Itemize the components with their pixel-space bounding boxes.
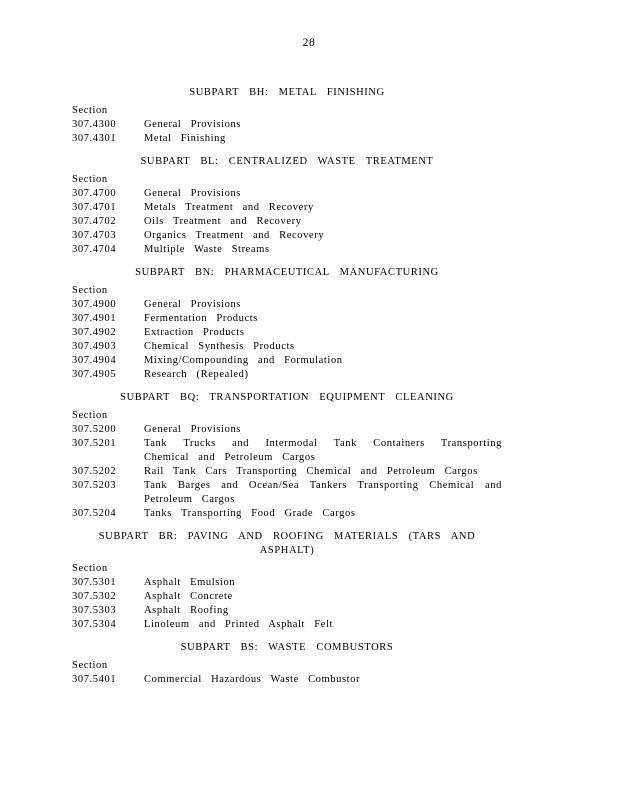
section-title: Fermentation Products [144, 313, 258, 324]
section-row [72, 673, 502, 687]
section-number: 307.5203 [72, 480, 117, 491]
section-row [72, 590, 502, 604]
section-number: 307.5202 [72, 466, 117, 477]
subpart-heading: SUBPART BH: METAL FINISHING [189, 87, 385, 98]
section-number: 307.4900 [72, 299, 117, 310]
section-column-label: Section [72, 660, 108, 671]
section-row [72, 326, 502, 340]
section-title: Organics Treatment and Recovery [144, 230, 325, 241]
section-number: 307.5304 [72, 619, 117, 630]
section-row [72, 312, 502, 326]
section-title: Linoleum and Printed Asphalt Felt [144, 619, 334, 630]
section-row [72, 132, 502, 146]
section-number: 307.4702 [72, 216, 117, 227]
section-title: Tank Trucks and Intermodal Tank Containers Transporting Chemical and Petroleum Cargos [144, 438, 502, 463]
section-title: General Provisions [144, 119, 241, 130]
subpart-heading: SUBPART BL: CENTRALIZED WASTE TREATMENT [140, 156, 434, 167]
section-row [72, 618, 502, 632]
section-number: 307.5201 [72, 438, 117, 449]
section-row [72, 423, 502, 437]
section-number: 307.4904 [72, 355, 117, 366]
section-title: General Provisions [144, 299, 241, 310]
section-title: Chemical Synthesis Products [144, 341, 295, 352]
section-number: 307.4704 [72, 244, 117, 255]
section-number: 307.4905 [72, 369, 117, 380]
subpart-bs [72, 641, 502, 687]
section-row [72, 201, 502, 215]
section-title: Research (Repealed) [144, 369, 249, 380]
section-number: 307.4703 [72, 230, 117, 241]
section-row [72, 507, 502, 521]
section-column-label: Section [72, 563, 108, 574]
subpart-heading: SUBPART BR: PAVING AND ROOFING MATERIALS (TARS AND ASPHALT) [98, 531, 476, 556]
section-number: 307.5200 [72, 424, 117, 435]
section-number: 307.4700 [72, 188, 117, 199]
section-number: 307.4301 [72, 133, 117, 144]
subpart-bh [72, 86, 502, 146]
section-row [72, 243, 502, 257]
section-title: Tanks Transporting Food Grade Cargos [144, 508, 356, 519]
section-title: Asphalt Concrete [144, 591, 233, 602]
subpart-heading: SUBPART BN: PHARMACEUTICAL MANUFACTURING [135, 267, 439, 278]
section-column-label: Section [72, 410, 108, 421]
subpart-br [72, 530, 502, 632]
section-row [72, 340, 502, 354]
section-title: Multiple Waste Streams [144, 244, 270, 255]
section-row [72, 354, 502, 368]
section-title: Oils Treatment and Recovery [144, 216, 302, 227]
page-number: 28 [302, 37, 316, 49]
section-column-label: Section [72, 174, 108, 185]
section-number: 307.4701 [72, 202, 117, 213]
section-row [72, 229, 502, 243]
section-row [72, 118, 502, 132]
section-row [72, 215, 502, 229]
section-column-label: Section [72, 105, 108, 116]
section-title: Extraction Products [144, 327, 245, 338]
section-number: 307.4902 [72, 327, 117, 338]
section-title: Rail Tank Cars Transporting Chemical and Petroleum Cargos [144, 466, 478, 477]
section-number: 307.4901 [72, 313, 117, 324]
section-number: 307.5301 [72, 577, 117, 588]
subpart-heading: SUBPART BQ: TRANSPORTATION EQUIPMENT CLEANING [120, 392, 454, 403]
subpart-bl [72, 155, 502, 257]
section-title: Metal Finishing [144, 133, 226, 144]
section-title: Tank Barges and Ocean/Sea Tankers Transporting Chemical and Petroleum Cargos [144, 480, 502, 505]
subpart-heading: SUBPART BS: WASTE COMBUSTORS [180, 642, 394, 653]
section-title: Asphalt Roofing [144, 605, 229, 616]
section-row [72, 479, 502, 507]
section-title: General Provisions [144, 188, 241, 199]
section-title: Asphalt Emulsion [144, 577, 236, 588]
subpart-bn [72, 266, 502, 382]
section-title: Metals Treatment and Recovery [144, 202, 314, 213]
section-title: Commercial Hazardous Waste Combustor [144, 674, 361, 685]
section-row [72, 187, 502, 201]
section-row [72, 298, 502, 312]
section-row [72, 576, 502, 590]
section-title: General Provisions [144, 424, 241, 435]
section-column-label: Section [72, 285, 108, 296]
section-row [72, 465, 502, 479]
section-row [72, 368, 502, 382]
subpart-bq [72, 391, 502, 521]
section-row [72, 437, 502, 465]
section-row [72, 604, 502, 618]
section-number: 307.5204 [72, 508, 117, 519]
section-number: 307.5401 [72, 674, 117, 685]
section-number: 307.4903 [72, 341, 117, 352]
section-number: 307.4300 [72, 119, 117, 130]
section-number: 307.5302 [72, 591, 117, 602]
section-number: 307.5303 [72, 605, 117, 616]
section-title: Mixing/Compounding and Formulation [144, 355, 343, 366]
